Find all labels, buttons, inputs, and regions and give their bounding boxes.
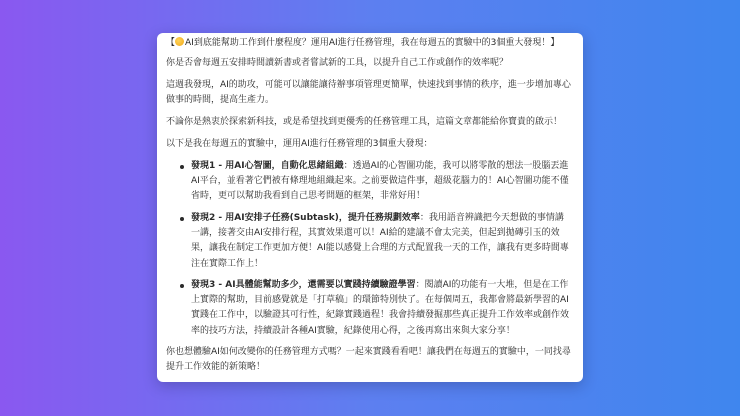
finding-heading: 發現2 - 用AI安排子任務(Subtask)，提升任務規劃效率: [191, 212, 420, 223]
finding-heading: 發現1 - 用AI心智圖，自動化思緒組織: [191, 160, 344, 171]
closing-paragraph: 你也想體驗AI如何改變你的任務管理方式嗎？一起來實踐看看吧！讓我們在每週五的實驗中，一同找尋提升工作效能的新策略！: [166, 347, 571, 373]
thinking-face-emoji-icon: [175, 37, 184, 46]
title-text: AI到底能幫助工作到什麼程度？運用AI進行任務管理，我在每週五的實驗中的3個重大發現！】: [185, 38, 560, 48]
finding-body: ：閱讀AI的功能有一大堆，但是在工作上實際的幫助，目前感覺就是「打草稿」的環節特別快了。在每個周五，我都會將最新學習的AI實踐在工作中，以驗證其可行性，紀錄實踐過程！我會持續發掘那些真正提升工作效率或創作效率的技巧方法，持續設計各種AI實驗，紀錄使用心得，之後再寫出來與大家分享！: [191, 279, 570, 336]
title-bracket: 【: [166, 38, 176, 48]
findings-list: [166, 159, 572, 339]
finding-item-2: [191, 211, 572, 272]
post-card: [157, 33, 583, 382]
finding-body: ：透過AI的心智圖功能，我可以將零散的想法一股腦丟進AI平台，並看著它們被有條理地組織起來。之前要做這件事，超級花腦力的！AI心智圖功能不僅省時，更可以幫助我看到自己思考問題的框架，非常好用！: [191, 160, 569, 202]
findings-lead: 以下是我在每週五的實驗中，運用AI進行任務管理的3個重大發現：: [166, 138, 433, 149]
finding-item-3: [191, 278, 572, 339]
finding-heading: 發現3 - AI具體能幫助多少，還需要以實踐持續驗證學習: [191, 279, 416, 290]
intro-inspiration: 不論你是熱衷於探索新科技，或是希望找到更優秀的任務管理工具，這篇文章都能給你寶貴的啟示！: [166, 117, 563, 128]
finding-body: ：我用語音辨識把今天想做的事情講一講，接著交由AI安排行程，其實效果還可以！AI給的建議不會太完美，但起到拋磚引玉的效果，讓我在制定工作更加方便！AI能以感覺上合理的方式配置我一天的工作，讓我有更多時間專注在實際工作上！: [191, 212, 569, 269]
intro-discovery: 這週我發現，AI的助攻，可能可以讓能讓待辦事項管理更簡單，快速找到事情的秩序，進一步增加專心做事的時間，提高生產力。: [166, 80, 571, 106]
intro-question: 你是否會每週五安排時間讀新書或者嘗試新的工具，以提升自己工作或創作的效率呢？: [166, 58, 509, 69]
post-title: [166, 36, 572, 51]
finding-item-1: [191, 159, 572, 205]
